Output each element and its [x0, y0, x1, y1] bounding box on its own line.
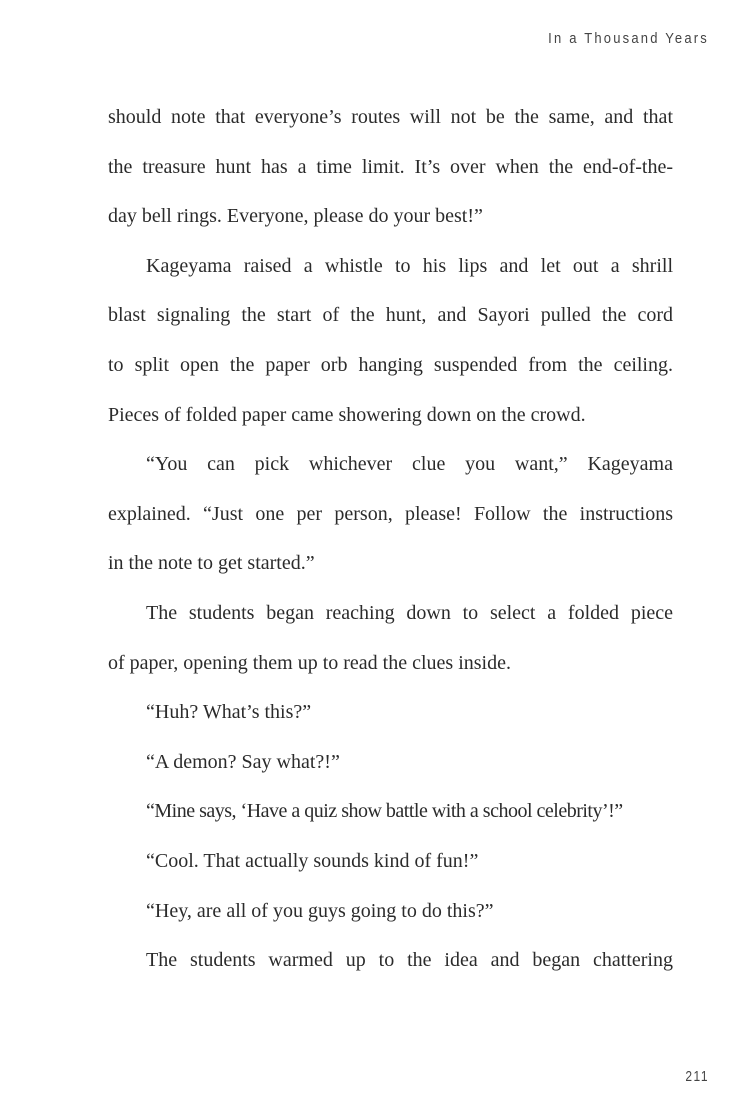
text-line: “Mine says, ‘Have a quiz show battle with a school celebrity’!”: [146, 800, 623, 823]
text-line: to split open the paper orb hanging suspended from the ceiling.: [108, 353, 673, 376]
text-line: “Hey, are all of you guys going to do this?”: [146, 899, 494, 922]
text-line: day bell rings. Everyone, please do your best!”: [108, 205, 483, 228]
text-line: the treasure hunt has a time limit. It’s over when the end-of-the-: [108, 155, 673, 178]
text-line: explained. “Just one per person, please! Follow the instructions: [108, 502, 673, 525]
text-line: Pieces of folded paper came showering down on the crowd.: [108, 403, 586, 426]
text-line: The students began reaching down to select a folded piece: [146, 601, 673, 624]
text-line: blast signaling the start of the hunt, and Sayori pulled the cord: [108, 304, 673, 327]
page-number: 211: [685, 1068, 709, 1085]
text-line: “Huh? What’s this?”: [146, 701, 312, 724]
text-line: “A demon? Say what?!”: [146, 750, 340, 773]
running-head: In a Thousand Years: [548, 29, 709, 47]
text-line: “You can pick whichever clue you want,” Kageyama: [146, 453, 673, 476]
text-line: in the note to get started.”: [108, 552, 315, 575]
text-line: of paper, opening them up to read the clues inside.: [108, 651, 511, 674]
text-line: should note that everyone’s routes will not be the same, and that: [108, 106, 673, 128]
text-line: “Cool. That actually sounds kind of fun!”: [146, 849, 479, 872]
body-text: [108, 97, 673, 990]
text-line: Kageyama raised a whistle to his lips and let out a shrill: [146, 254, 673, 277]
text-line: The students warmed up to the idea and began chattering: [146, 949, 673, 972]
